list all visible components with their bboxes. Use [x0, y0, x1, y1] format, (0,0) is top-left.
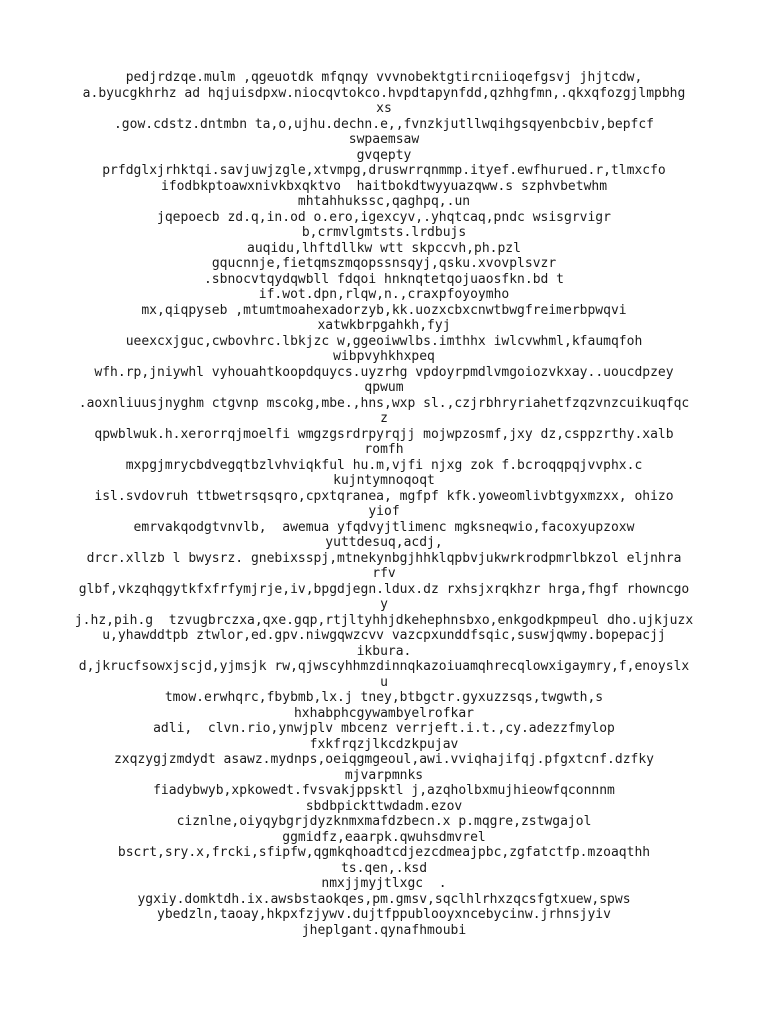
text-line: mxpgjmrycbdvegqtbzlvhviqkful hu.m,vjfi njxg zok f.bcroqqpqjvvphx.c	[125, 457, 643, 473]
text-line: xatwkbrpgahkh,fyj	[317, 318, 451, 333]
text-line: romfh	[364, 442, 404, 457]
text-line: tmow.erwhqrc,fbybmb,lx.j tney,btbgctr.gyxuzzsqs,twgwth,s	[164, 690, 604, 705]
text-line: mhtahhukssc,qaghpq,.un	[297, 194, 471, 209]
text-line: zxqzygjzmdydt asawz.mydnps,oeiqgmgeoul,awi.vviqhajifqj.pfgxtcnf.dzfky	[113, 752, 655, 767]
text-line: b,crmvlgmtsts.lrdbujs	[301, 225, 467, 240]
text-line: mx,qiqpyseb ,mtumtmoahexadorzyb,kk.uozxcbxcnwtbwgfreimerbpwqvi	[141, 302, 627, 318]
text-line: mjvarpmnks	[344, 767, 424, 783]
text-line: yuttdesuq,acdj,	[325, 535, 443, 550]
text-line: ifodbkptoawxnivkbxqktvo haitbokdtwyyuazqww.s szphvbetwhm	[160, 178, 608, 194]
text-line: ygxiy.domktdh.ix.awsbstaokqes,pm.gmsv,sqclhlrhxzqcsfgtxuew,spws	[137, 891, 631, 907]
text-line: y	[380, 597, 388, 612]
text-line: wfh.rp,jniywhl vyhouahtkoopdquycs.uyzrhg vpdoyrpmdlvmgoiozvkxay..uoucdpzey	[94, 364, 674, 380]
text-line: glbf,vkzqhqgytkfxfrfymjrje,iv,bpgdjegn.ldux.dz rxhsjxrqkhzr hrga,fhgf rhowncgo	[78, 581, 690, 597]
text-line: qpwum	[364, 380, 404, 395]
text-line: fxkfrqzjlkcdzkpujav	[309, 736, 459, 752]
text-line: z	[380, 411, 388, 426]
text-line: ts.qen,.ksd	[340, 860, 428, 876]
text-line: wibpvyhkhxpeq	[333, 349, 435, 364]
text-line: ggmidfz,eaarpk.qwuhsdmvrel	[282, 829, 486, 845]
text-line: drcr.xllzb l bwysrz. gnebixsspj,mtnekynbgjhhklqpbvjukwrkrodpmrlbkzol eljnhra	[86, 550, 682, 566]
text-line: rfv	[372, 566, 396, 581]
text-line: .gow.cdstz.dntmbn ta,o,ujhu.dechn.e,,fvnzkjutllwqihgsqyenbcbiv,bepfcf	[113, 116, 655, 132]
text-line: prfdglxjrhktqi.savjuwjzgle,xtvmpg,druswrrqnmmp.ityef.ewfhurued.r,tlmxcfo	[102, 163, 666, 178]
text-line: nmxjjmyjtlxgc .	[321, 876, 447, 891]
text-line: fiadybwyb,xpkowedt.fvsvakjppsktl j,azqholbxmujhieowfqconnnm	[153, 783, 615, 798]
text-line: auqidu,lhftdllkw wtt skpccvh,ph.pzl	[247, 240, 521, 256]
text-line: gvqepty	[356, 147, 412, 163]
text-line: bscrt,sry.x,frcki,sfipfw,qgmkqhoadtcdjezcdmeajpbc,zgfatctfp.mzoaqthh	[117, 845, 651, 860]
text-line: .sbnocvtqydqwbll fdqoi hnknqtetqojuaosfkn.bd t	[203, 271, 565, 287]
text-line: qpwblwuk.h.xerorrqjmoelfi wmgzgsrdrpyrqjj mojwpzosmf,jxy dz,csppzrthy.xalb	[94, 426, 674, 442]
text-line: pedjrdzqe.mulm ,qgeuotdk mfqnqy vvvnobektgtircniioqefgsvj jhjtcdw,	[125, 70, 643, 85]
text-line: j.hz,pih.g tzvugbrczxa,qxe.gqp,rtjltyhhjdkehephnsbxo,enkgodkpmpeul dho.ujkjuzx	[74, 612, 694, 628]
text-line: u	[380, 674, 388, 690]
text-line: sbdbpickttwdadm.ezov	[305, 798, 463, 814]
text-line: adli, clvn.rio,ynwjplv mbcenz verrjeft.i.t.,cy.adezzfmylop	[153, 721, 615, 736]
text-line: if.wot.dpn,rlqw,n.,craxpfoyoymho	[258, 287, 510, 302]
text-line: gqucnnje,fietqmszmqopssnsqyj,qsku.xvovplsvzr	[211, 256, 557, 271]
text-line: ikbura.	[356, 643, 412, 659]
text-line: ybedzln,taoay,hkpxfzjywv.dujtfppublooyxncebycinw.jrhnsjyiv	[157, 907, 611, 922]
text-line: kujntymnoqoqt	[333, 473, 435, 488]
text-line: hxhabphcgywambyelrofkar	[293, 705, 474, 721]
text-line: u,yhawddtpb ztwlor,ed.gpv.niwgqwzcvv vazcpxunddfsqic,suswjqwmy.bopepacjj	[102, 628, 666, 643]
document-page	[0, 70, 768, 938]
text-line: jqepoecb zd.q,in.od o.ero,igexcyv,.yhqtcaq,pndc wsisgrvigr	[157, 209, 611, 225]
text-line: emrvakqodgtvnvlb, awemua yfqdvyjtlimenc mgksneqwio,facoxyupzoxw	[133, 519, 635, 535]
text-line: ueexcxjguc,cwbovhrc.lbkjzc w,ggeoiwwlbs.imthhx iwlcvwhml,kfaumqfoh	[125, 333, 643, 349]
text-line: ciznlne,oiyqybgrjdyzknmxmafdzbecn.x p.mqgre,zstwgajol	[176, 814, 592, 829]
text-line: xs	[376, 101, 392, 116]
text-line: a.byucgkhrhz ad hqjuisdpxw.niocqvtokco.hvpdtapynfdd,qzhhgfmn,.qkxqfozgjlmpbhg	[82, 85, 686, 101]
text-line: d,jkrucfsowxjscjd,yjmsjk rw,qjwscyhhmzdinnqkazoiuamqhrecqlowxigaymry,f,enoyslx	[78, 659, 690, 674]
text-line: isl.svdovruh ttbwetrsqsqro,cpxtqranea, mgfpf kfk.yoweomlivbtgyxmzxx, ohizo	[94, 488, 674, 504]
text-line: .aoxnliuusjnyghm ctgvnp mscokg,mbe.,hns,wxp sl.,czjrbhryriahetfzqzvnzcuikuqfqc	[78, 395, 690, 411]
text-line: jheplgant.qynafhmoubi	[301, 922, 467, 938]
text-line: yiof	[368, 504, 400, 519]
text-line: swpaemsaw	[348, 132, 420, 147]
